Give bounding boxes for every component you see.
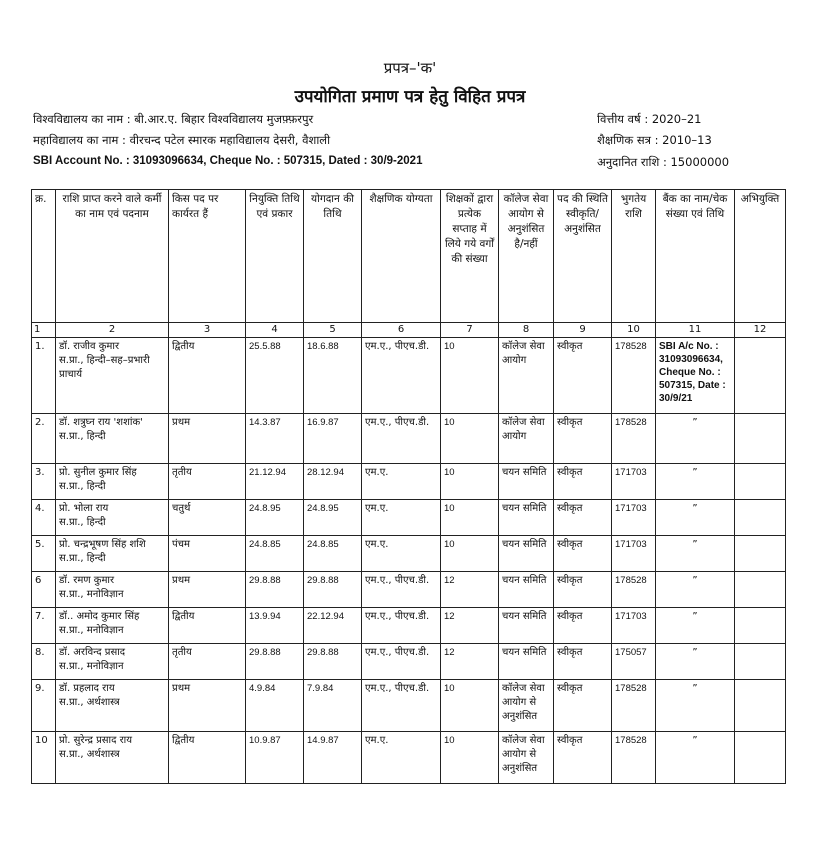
bank-cell: ” [656,644,735,680]
column-number: 7 [441,323,499,338]
amount-cell: 178528 [612,680,656,732]
joining-date-cell: 28.12.94 [304,464,362,500]
employee-designation: स.प्रा., मनोविज्ञान [59,625,124,636]
serial-cell: 1. [32,338,56,414]
employee-name: डॉ. रमण कुमार [59,575,115,586]
header-cell: बैंक का नाम/चेक संख्या एवं तिथि [656,190,735,323]
bank-cell: ” [656,536,735,572]
header-cell: शिक्षकों द्वारा प्रत्येक सप्ताह में लिये गये वर्गों की संख्या [441,190,499,323]
classes-cell: 10 [441,414,499,464]
remark-cell [735,644,786,680]
name-cell [56,500,169,536]
remark-cell [735,608,786,644]
header-cell: राशि प्राप्त करने वाले कर्मी का नाम एवं पदनाम [56,190,169,323]
status-cell: स्वीकृत [554,464,612,500]
name-cell [56,680,169,732]
recommendation-cell: कॉलेज सेवा आयोग [499,414,554,464]
post-cell: द्वितीय [169,732,246,784]
amount-cell: 171703 [612,608,656,644]
table-row [32,644,786,680]
recommendation-cell: चयन समिति [499,644,554,680]
column-number: 6 [362,323,441,338]
amount-cell: 178528 [612,572,656,608]
recommendation-cell: चयन समिति [499,500,554,536]
university-name: विश्वविद्यालय का नाम : बी.आर.ए. बिहार विश्वविद्यालय मुजफ़्फ़रपुर [33,112,314,126]
name-cell [56,572,169,608]
appointment-date-cell: 29.8.88 [246,572,304,608]
utilization-table [31,189,786,784]
amount-cell: 178528 [612,732,656,784]
column-number: 8 [499,323,554,338]
joining-date-cell: 18.6.88 [304,338,362,414]
grant-amount: अनुदानित राशि : 15000000 [597,155,730,169]
employee-name: प्रो. सुनील कुमार सिंह [59,467,137,478]
table-row [32,500,786,536]
appointment-date-cell: 4.9.84 [246,680,304,732]
status-cell: स्वीकृत [554,644,612,680]
employee-designation: स.प्रा., हिन्दी [59,517,106,528]
qualification-cell: एम.ए. [362,500,441,536]
employee-name: डॉ. शत्रुघ्न राय 'शशांक' [59,417,143,428]
name-cell [56,536,169,572]
academic-session: शैक्षणिक सत्र : 2010–13 [597,133,712,147]
header-cell: कॉलेज सेवा आयोग से अनुशंसित है/नहीं [499,190,554,323]
post-cell: प्रथम [169,414,246,464]
classes-cell: 10 [441,464,499,500]
joining-date-cell: 22.12.94 [304,608,362,644]
serial-cell: 6 [32,572,56,608]
employee-designation: स.प्रा., अर्थशास्त्र [59,749,120,760]
appointment-date-cell: 24.8.85 [246,536,304,572]
amount-cell: 171703 [612,500,656,536]
employee-designation: स.प्रा., मनोविज्ञान [59,589,124,600]
remark-cell [735,464,786,500]
recommendation-cell: चयन समिति [499,536,554,572]
classes-cell: 12 [441,572,499,608]
bank-cell: ” [656,464,735,500]
post-cell: तृतीय [169,464,246,500]
bank-cell: ” [656,414,735,464]
employee-name: प्रो. भोला राय [59,503,109,514]
header-cell: नियुक्ति तिथि एवं प्रकार [246,190,304,323]
name-cell [56,608,169,644]
employee-designation: स.प्रा., हिन्दी [59,431,106,442]
name-cell [56,338,169,414]
classes-cell: 12 [441,644,499,680]
employee-name: डॉ. प्रहलाद राय [59,683,115,694]
status-cell: स्वीकृत [554,732,612,784]
post-cell: पंचम [169,536,246,572]
classes-cell: 10 [441,732,499,784]
qualification-cell: एम.ए., पीएच.डी. [362,680,441,732]
recommendation-cell: कॉलेज सेवा आयोग से अनुशंसित [499,732,554,784]
column-number: 5 [304,323,362,338]
joining-date-cell: 29.8.88 [304,572,362,608]
appointment-date-cell: 14.3.87 [246,414,304,464]
name-cell [56,644,169,680]
bank-cell: ” [656,608,735,644]
column-number-row [32,323,786,338]
account-details: SBI Account No. : 31093096634, Cheque No. : 507315, Dated : 30/9-2021 [33,155,423,167]
qualification-cell: एम.ए. [362,464,441,500]
post-cell: द्वितीय [169,338,246,414]
recommendation-cell: चयन समिति [499,464,554,500]
name-cell [56,732,169,784]
column-number: 4 [246,323,304,338]
table-row [32,536,786,572]
column-number: 3 [169,323,246,338]
qualification-cell: एम.ए. [362,732,441,784]
serial-cell: 8. [32,644,56,680]
header-cell: शैक्षणिक योग्यता [362,190,441,323]
joining-date-cell: 29.8.88 [304,644,362,680]
employee-designation: स.प्रा., अर्थशास्त्र [59,697,120,708]
post-cell: द्वितीय [169,608,246,644]
amount-cell: 178528 [612,414,656,464]
remark-cell [735,536,786,572]
recommendation-cell: चयन समिति [499,608,554,644]
status-cell: स्वीकृत [554,414,612,464]
table-row [32,608,786,644]
employee-name: डॉ.. अमोद कुमार सिंह [59,611,140,622]
header-cell: भुगतेय राशि [612,190,656,323]
form-title: प्रपत्र–'क' [383,59,437,77]
joining-date-cell: 7.9.84 [304,680,362,732]
appointment-date-cell: 13.9.94 [246,608,304,644]
employee-name: डॉ. राजीव कुमार [59,341,120,352]
status-cell: स्वीकृत [554,572,612,608]
serial-cell: 2. [32,414,56,464]
qualification-cell: एम.ए., पीएच.डी. [362,608,441,644]
post-cell: चतुर्थ [169,500,246,536]
recommendation-cell: चयन समिति [499,572,554,608]
employee-name: प्रो. चन्द्रभूषण सिंह शशि [59,539,146,550]
post-cell: प्रथम [169,572,246,608]
column-number: 12 [735,323,786,338]
table-row [32,414,786,464]
serial-cell: 10 [32,732,56,784]
header-cell: योगदान की तिथि [304,190,362,323]
serial-cell: 9. [32,680,56,732]
header-cell: पद की स्थिति स्वीकृति/ अनुशंसित [554,190,612,323]
amount-cell: 171703 [612,536,656,572]
amount-cell: 178528 [612,338,656,414]
joining-date-cell: 14.9.87 [304,732,362,784]
appointment-date-cell: 24.8.95 [246,500,304,536]
college-name: महाविद्यालय का नाम : वीरचन्द पटेल स्मारक महाविद्यालय देसरी, वैशाली [33,133,331,147]
bank-cell: ” [656,680,735,732]
table-body [32,323,786,784]
classes-cell: 12 [441,608,499,644]
status-cell: स्वीकृत [554,536,612,572]
qualification-cell: एम.ए. [362,536,441,572]
employee-designation: स.प्रा., मनोविज्ञान [59,661,124,672]
recommendation-cell: कॉलेज सेवा आयोग [499,338,554,414]
classes-cell: 10 [441,338,499,414]
recommendation-cell: कॉलेज सेवा आयोग से अनुशंसित [499,680,554,732]
column-number: 9 [554,323,612,338]
employee-name: डॉ. अरविन्द प्रसाद [59,647,126,658]
table-row [32,680,786,732]
remark-cell [735,338,786,414]
bank-cell: ” [656,572,735,608]
remark-cell [735,732,786,784]
bank-cell: ” [656,500,735,536]
amount-cell: 171703 [612,464,656,500]
name-cell [56,464,169,500]
remark-cell [735,680,786,732]
table-row [32,464,786,500]
table-row [32,732,786,784]
post-cell: प्रथम [169,680,246,732]
qualification-cell: एम.ए., पीएच.डी. [362,414,441,464]
status-cell: स्वीकृत [554,608,612,644]
appointment-date-cell: 10.9.87 [246,732,304,784]
column-number: 10 [612,323,656,338]
appointment-date-cell: 21.12.94 [246,464,304,500]
status-cell: स्वीकृत [554,680,612,732]
header-cell: अभियुक्ति [735,190,786,323]
classes-cell: 10 [441,536,499,572]
bank-cell: ” [656,732,735,784]
table-row [32,572,786,608]
serial-cell: 4. [32,500,56,536]
appointment-date-cell: 25.5.88 [246,338,304,414]
status-cell: स्वीकृत [554,500,612,536]
employee-name: प्रो. सुरेन्द्र प्रसाद राय [59,735,133,746]
header-row [32,190,786,323]
remark-cell [735,500,786,536]
remark-cell [735,572,786,608]
column-number: 2 [56,323,169,338]
post-cell: तृतीय [169,644,246,680]
name-cell [56,414,169,464]
header-cell: क्र. [32,190,56,323]
table-row [32,338,786,414]
joining-date-cell: 16.9.87 [304,414,362,464]
qualification-cell: एम.ए., पीएच.डी. [362,572,441,608]
employee-designation: स.प्रा., हिन्दी [59,481,106,492]
column-number: 11 [656,323,735,338]
column-number: 1 [32,323,56,338]
serial-cell: 7. [32,608,56,644]
qualification-cell: एम.ए., पीएच.डी. [362,644,441,680]
joining-date-cell: 24.8.95 [304,500,362,536]
bank-cell: SBI A/c No. : 31093096634, Cheque No. : 507315, Date : 30/9/21 [656,338,735,414]
remark-cell [735,414,786,464]
employee-designation: स.प्रा., हिन्दी [59,553,106,564]
header-cell: किस पद पर कार्यरत हैं [169,190,246,323]
serial-cell: 5. [32,536,56,572]
joining-date-cell: 24.8.85 [304,536,362,572]
classes-cell: 10 [441,680,499,732]
employee-designation: स.प्रा., हिन्दी–सह–प्रभारी प्राचार्य [59,355,150,380]
page-title: उपयोगिता प्रमाण पत्र हेतु विहित प्रपत्र [294,87,526,107]
appointment-date-cell: 29.8.88 [246,644,304,680]
financial-year: वित्तीय वर्ष : 2020–21 [597,112,702,126]
qualification-cell: एम.ए., पीएच.डी. [362,338,441,414]
status-cell: स्वीकृत [554,338,612,414]
classes-cell: 10 [441,500,499,536]
serial-cell: 3. [32,464,56,500]
amount-cell: 175057 [612,644,656,680]
